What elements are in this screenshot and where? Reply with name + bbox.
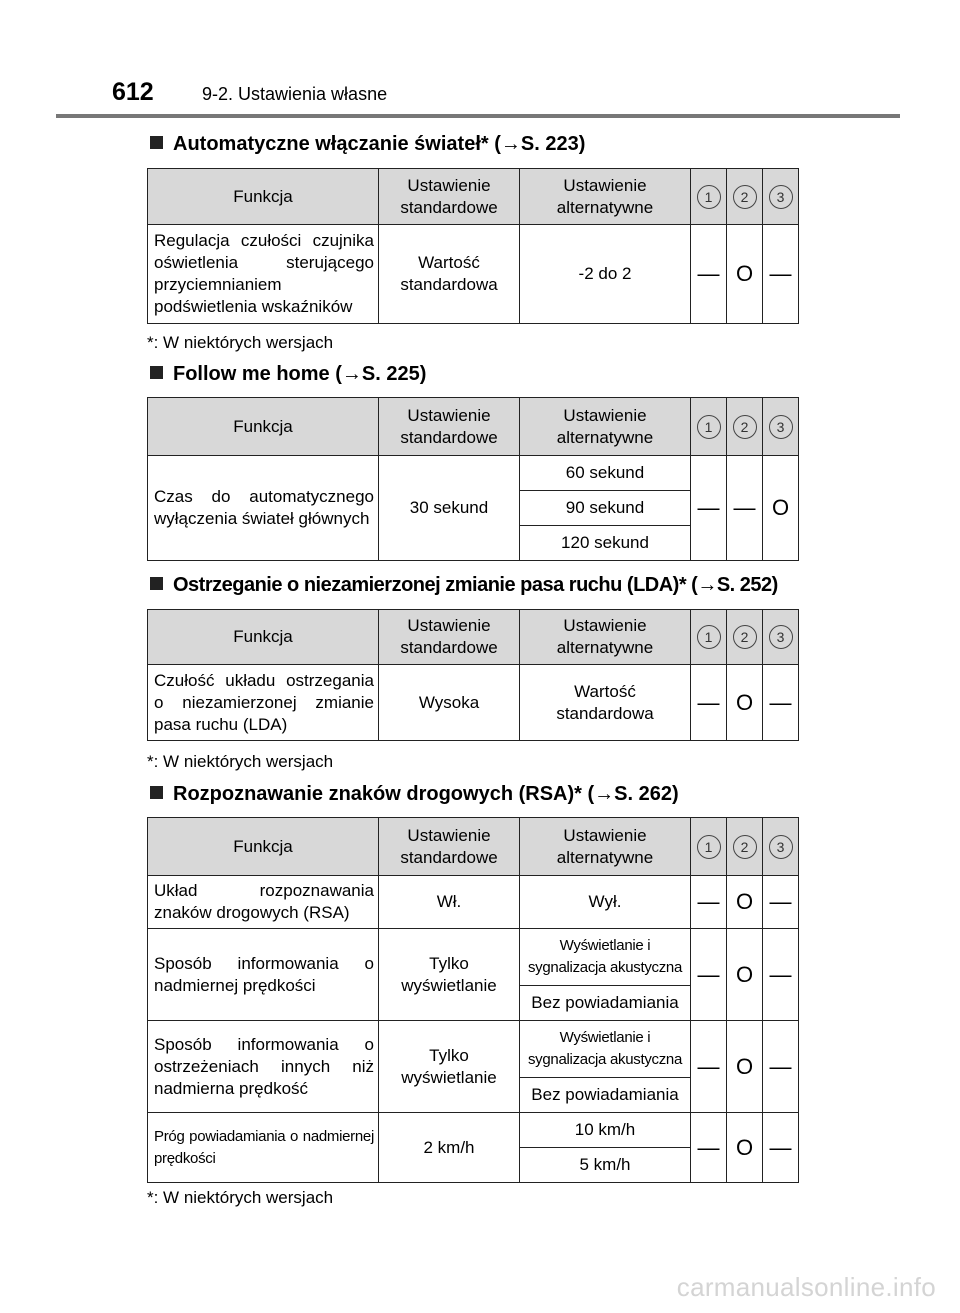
mark-cell-2: O [727,1113,763,1183]
col-header-funkcja: Funkcja [148,610,379,665]
function-cell: Czułość układu ostrzegania o niezamierzonej zmianie pasa ruchu (LDA) [148,665,379,741]
col-header-1 [691,610,727,665]
mark-cell-1: — [691,225,727,324]
circled-3-icon: 3 [769,625,793,649]
circled-1-icon: 1 [697,415,721,439]
col-header-1 [691,169,727,225]
col-header-alternative: Ustawienie alternatywne [520,818,691,876]
col-header-2 [727,818,763,876]
header-rule [56,114,900,118]
section-title-lda [150,574,778,597]
mark-cell-2: — [727,456,763,561]
function-cell: Czas do automatycznego wyłączenia świateł głównych [148,456,379,561]
mark-cell-2: O [727,225,763,324]
alternative-value-cell: 60 sekund [520,456,691,491]
mark-cell-2: O [727,876,763,929]
col-header-3 [763,818,799,876]
mark-cell-3: — [763,1021,799,1113]
col-header-funkcja: Funkcja [148,818,379,876]
alternative-value-cell: 90 sekund [520,491,691,526]
circled-1-icon: 1 [697,835,721,859]
col-header-alternative: Ustawienie alternatywne [520,610,691,665]
footnote: *: W niektórych wersjach [147,333,334,352]
col-header-alternative: Ustawienie alternatywne [520,169,691,225]
function-cell: Próg powiadamiania o nadmiernej prędkości [148,1113,379,1183]
footnote: *: W niektórych wersjach [147,752,334,771]
function-cell: Sposób informowania o ostrzeżeniach innych niż nadmierna prędkość [148,1021,379,1113]
alternative-value-cell: Wył. [520,876,691,929]
section-title-rsa [150,783,679,806]
function-cell: Sposób informowania o nadmiernej prędkości [148,929,379,1021]
watermark-text: carmanualsonline.info [676,1272,936,1302]
circled-1-icon: 1 [697,625,721,649]
standard-value-cell: Tylko wyświetlanie [379,1021,520,1113]
standard-value-cell: 2 km/h [379,1113,520,1183]
col-header-2 [727,610,763,665]
section-title-text: Ostrzeganie o niezamierzonej zmianie pasa ruchu (LDA)* (→S. 252) [173,574,778,596]
standard-value-cell: 30 sekund [379,456,520,561]
col-header-3 [763,610,799,665]
mark-cell-1: — [691,665,727,741]
col-header-2 [727,398,763,456]
section-title-automatic-lights [150,133,585,156]
mark-cell-2: O [727,929,763,1021]
standard-value-cell: Wartość standardowa [379,225,520,324]
section-title-text: Rozpoznawanie znaków drogowych (RSA)* (→S. 262) [173,783,679,805]
alternative-value-cell: 10 km/h [520,1113,691,1148]
section-title-text: Follow me home (→S. 225) [173,363,427,385]
square-bullet-icon [150,577,163,590]
circled-3-icon: 3 [769,185,793,209]
alternative-value-cell: Bez powiadamiania [520,1078,691,1113]
col-header-funkcja: Funkcja [148,169,379,225]
circled-3-icon: 3 [769,835,793,859]
square-bullet-icon [150,136,163,149]
function-cell: Układ rozpoznawania znaków drogowych (RSA) [148,876,379,929]
section-title-text: Automatyczne włączanie świateł* (→S. 223) [173,133,586,155]
mark-cell-1: — [691,876,727,929]
mark-cell-3: — [763,1113,799,1183]
function-cell: Regulacja czułości czujnika oświetlenia sterującego przyciemnianiem podświetlenia wskaźników [148,225,379,324]
settings-table-follow-me-home [147,397,799,561]
circled-2-icon: 2 [733,185,757,209]
alternative-value-cell: Bez powiadamiania [520,986,691,1021]
standard-value-cell: Tylko wyświetlanie [379,929,520,1021]
settings-table-lda [147,609,799,741]
alternative-value-cell: -2 do 2 [520,225,691,324]
circled-2-icon: 2 [733,625,757,649]
mark-cell-2: O [727,1021,763,1113]
circled-3-icon: 3 [769,415,793,439]
alternative-value-cell: 5 km/h [520,1148,691,1183]
alternative-value-cell: Wyświetlanie i sygnalizacja akustyczna [520,929,691,986]
circled-2-icon: 2 [733,415,757,439]
standard-value-cell: Wł. [379,876,520,929]
square-bullet-icon [150,366,163,379]
mark-cell-3: O [763,456,799,561]
col-header-standard: Ustawienie standardowe [379,610,520,665]
alternative-value-cell: Wyświetlanie i sygnalizacja akustyczna [520,1021,691,1078]
col-header-3 [763,398,799,456]
mark-cell-3: — [763,876,799,929]
circled-1-icon: 1 [697,185,721,209]
circled-2-icon: 2 [733,835,757,859]
col-header-standard: Ustawienie standardowe [379,818,520,876]
mark-cell-1: — [691,1113,727,1183]
mark-cell-3: — [763,929,799,1021]
section-title-follow-me-home [150,363,426,386]
mark-cell-1: — [691,456,727,561]
mark-cell-1: — [691,929,727,1021]
mark-cell-2: O [727,665,763,741]
footnote: *: W niektórych wersjach [147,1188,334,1207]
standard-value-cell: Wysoka [379,665,520,741]
col-header-3 [763,169,799,225]
col-header-alternative: Ustawienie alternatywne [520,398,691,456]
col-header-2 [727,169,763,225]
mark-cell-3: — [763,665,799,741]
settings-table-rsa [147,817,799,1183]
col-header-1 [691,398,727,456]
col-header-standard: Ustawienie standardowe [379,169,520,225]
mark-cell-3: — [763,225,799,324]
col-header-funkcja: Funkcja [148,398,379,456]
settings-table-automatic-lights [147,168,799,324]
square-bullet-icon [150,786,163,799]
mark-cell-1: — [691,1021,727,1113]
chapter-title: 9-2. Ustawienia własne [202,84,388,104]
alternative-value-cell: Wartość standardowa [520,665,691,741]
alternative-value-cell: 120 sekund [520,526,691,561]
col-header-1 [691,818,727,876]
col-header-standard: Ustawienie standardowe [379,398,520,456]
page-number: 612 [112,78,154,106]
